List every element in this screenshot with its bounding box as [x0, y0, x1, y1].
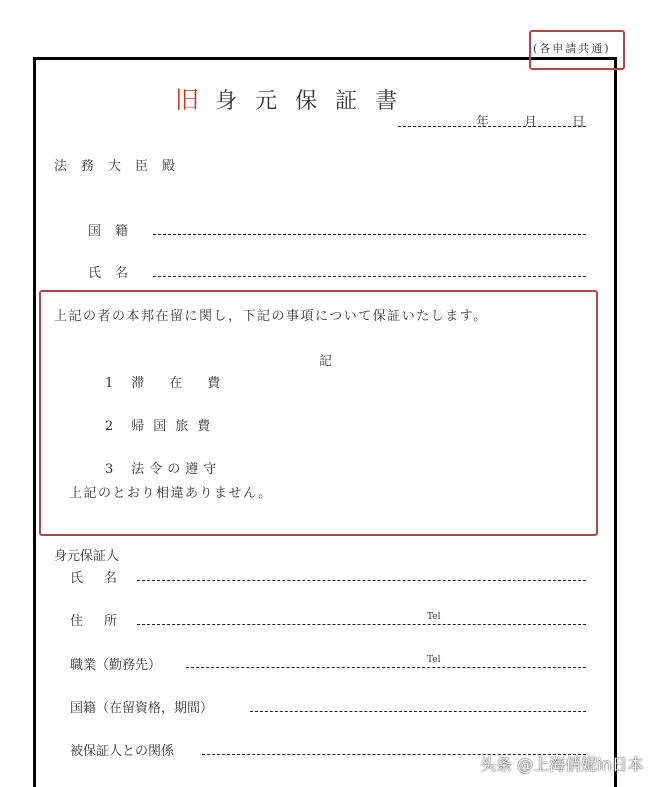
item-num: 2: [105, 419, 114, 434]
item-text: 法令の遵守: [131, 462, 222, 477]
confirmation: 上記のとおり相違ありません。: [69, 486, 273, 501]
guarantor-nationality-field[interactable]: [250, 711, 586, 712]
guarantor-nationality-label: 国籍（在留資格，期間）: [70, 701, 214, 716]
item-num: 1: [105, 376, 114, 391]
guarantor-occupation-field[interactable]: [186, 667, 586, 668]
item-text: 帰国旅費: [131, 419, 220, 434]
statement: 上記の者の本邦在留に関し，下記の事項について保証いたします。: [54, 309, 488, 324]
applicant-nationality-field[interactable]: [153, 234, 586, 235]
item-text: 滞 在 費: [131, 376, 227, 391]
item-3: [105, 458, 221, 477]
guarantor-occupation-label: 職業（勤務先）: [70, 658, 162, 673]
applicant-name-label: 氏名: [88, 266, 143, 281]
guarantor-name-field[interactable]: [137, 580, 586, 581]
date-line: [398, 126, 586, 127]
guarantor-heading: 身元保証人: [54, 549, 120, 564]
watermark: 头条 @上海俏妮in日本: [480, 755, 644, 774]
date-day: 日: [572, 115, 586, 130]
title-text: 身元保証書: [215, 89, 416, 114]
old-mark: 旧: [175, 86, 199, 114]
item-num: 3: [105, 462, 114, 477]
guarantor-relation-label: 被保証人との関係: [70, 744, 175, 759]
guarantor-name-label: 氏 名: [70, 571, 122, 586]
date-year: 年: [476, 115, 490, 130]
addressee: 法務大臣殿: [54, 159, 190, 174]
address-tel-label: Tel: [427, 612, 441, 622]
guarantor-address-label: 住 所: [70, 614, 122, 629]
guarantor-address-field[interactable]: [137, 624, 586, 625]
occupation-tel-label: Tel: [427, 655, 441, 665]
item-1: [105, 372, 226, 391]
date-month: 月: [524, 115, 538, 130]
ki-label: 記: [319, 354, 333, 369]
applicant-nationality-label: 国籍: [88, 224, 143, 239]
applicant-name-field[interactable]: [153, 276, 586, 277]
item-2: [105, 415, 219, 434]
title: [175, 80, 415, 115]
header-note: (各申請共通): [533, 42, 611, 55]
